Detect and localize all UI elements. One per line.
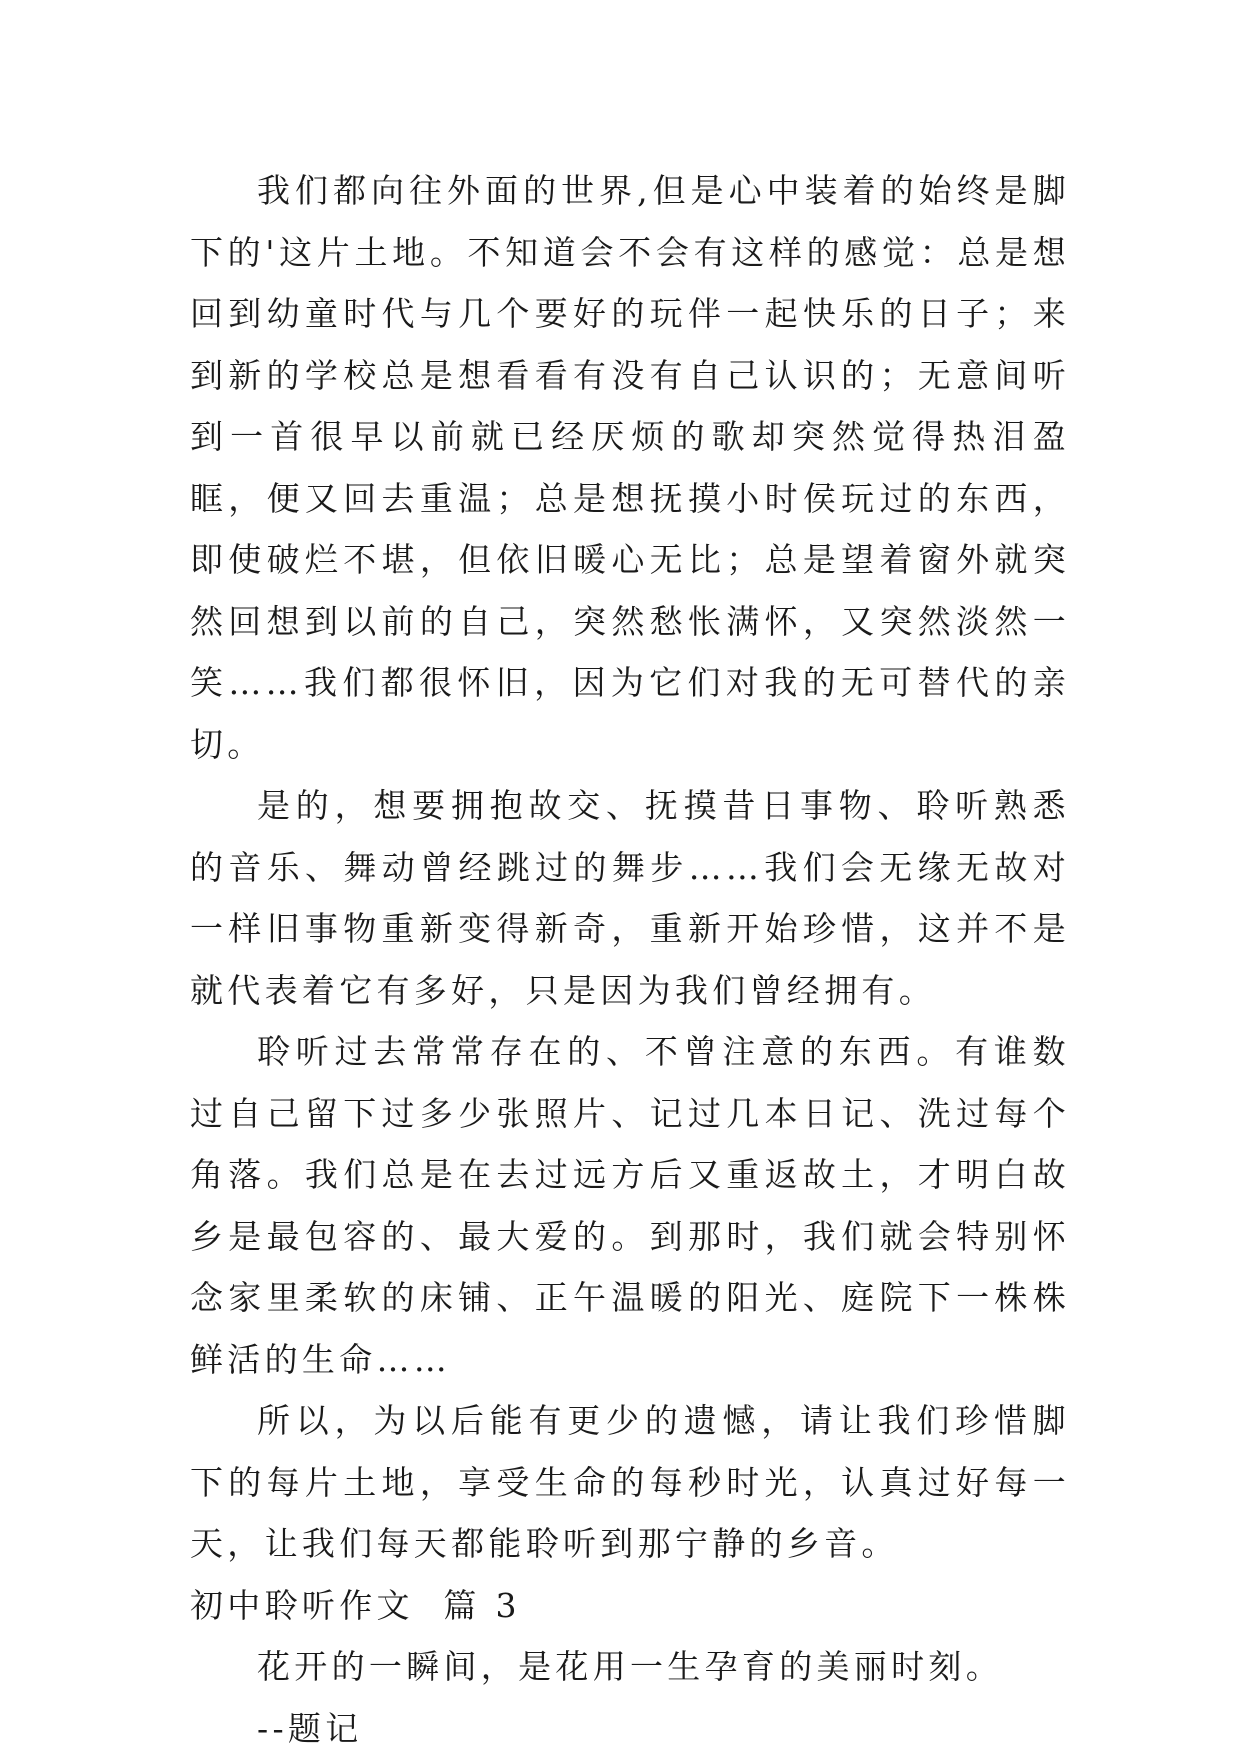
- paragraph: 我们都向往外面的世界,但是心中装着的始终是脚下的'这片土地。不知道会不会有这样的感觉：总是想回到幼童时代与几个要好的玩伴一起快乐的日子；来到新的学校总是想看看有没有自己认识的；无意间听到一首很早以前就已经厌烦的歌却突然觉得热泪盈眶，便又回去重温；总是想抚摸小时侯玩过的东西，即使破烂不堪，但依旧暖心无比；总是望着窗外就突然回想到以前的自己，突然愁怅满怀，又突然淡然一笑……我们都很怀旧，因为它们对我的无可替代的亲切。: [190, 160, 1070, 775]
- document-body: [190, 160, 1070, 1759]
- paragraph: 所以，为以后能有更少的遗憾，请让我们珍惜脚下的每片土地，享受生命的每秒时光，认真过好每一天，让我们每天都能聆听到那宁静的乡音。: [190, 1390, 1070, 1575]
- paragraph: 是的，想要拥抱故交、抚摸昔日事物、聆听熟悉的音乐、舞动曾经跳过的舞步……我们会无缘无故对一样旧事物重新变得新奇，重新开始珍惜，这并不是就代表着它有多好，只是因为我们曾经拥有。: [190, 775, 1070, 1021]
- epigraph: 花开的一瞬间，是花用一生孕育的美丽时刻。: [190, 1636, 1070, 1698]
- paragraph: 聆听过去常常存在的、不曾注意的东西。有谁数过自己留下过多少张照片、记过几本日记、洗过每个角落。我们总是在去过远方后又重返故土，才明白故乡是最包容的、最大爱的。到那时，我们就会特别怀念家里柔软的床铺、正午温暖的阳光、庭院下一株株鲜活的生命……: [190, 1021, 1070, 1390]
- epigraph-attribution: --题记: [190, 1698, 1070, 1759]
- section-heading: 初中聆听作文 篇 3: [190, 1575, 1070, 1637]
